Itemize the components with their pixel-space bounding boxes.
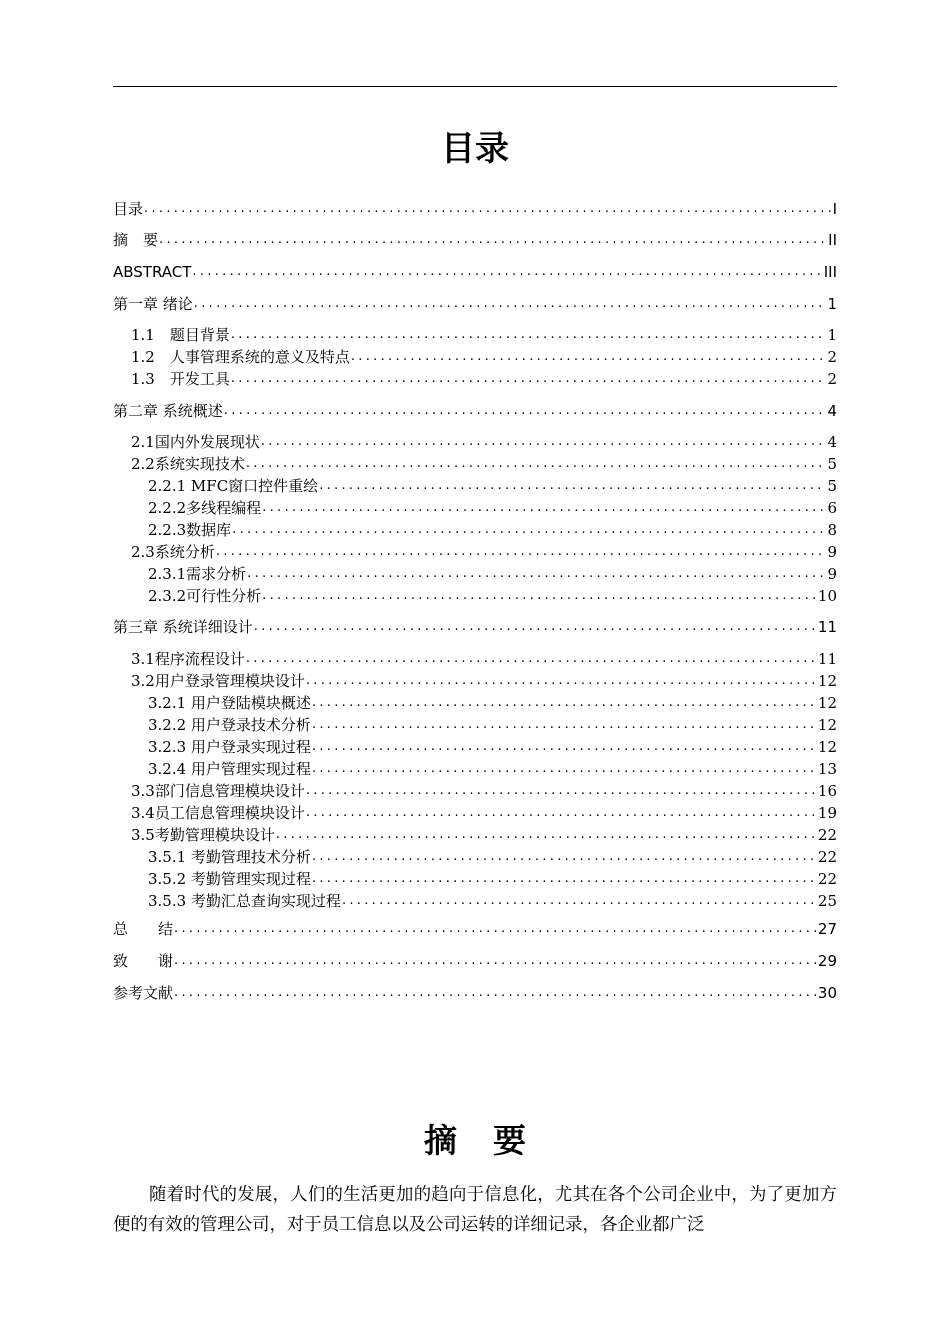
toc-leader-dots [311,846,816,868]
toc-entry[interactable] [113,918,837,940]
toc-entry[interactable] [148,890,837,912]
toc-entry-text: 3.2.4 用户管理实现过程 [148,760,311,778]
toc-entry[interactable] [131,324,837,346]
toc-leader-dots [305,670,816,692]
toc-entry-page: I [832,200,837,218]
toc-entry[interactable] [113,950,837,972]
toc-entry-text: 2.2.1 MFC窗口控件重绘 [148,477,319,495]
toc-entry[interactable] [131,368,837,390]
toc-leader-dots [215,541,826,563]
toc-leader-dots [311,736,816,758]
toc-entry[interactable] [148,497,837,519]
toc-leader-dots [318,475,825,497]
toc-leader-dots [223,400,826,422]
toc-entry[interactable] [148,585,837,607]
toc-entry[interactable] [148,475,837,497]
toc-entry[interactable] [148,519,837,541]
toc-leader-dots [311,868,816,890]
toc-entry[interactable] [113,616,837,638]
toc-entry-page: 4 [827,433,837,451]
toc-leader-dots [230,368,826,390]
toc-entry[interactable] [131,453,837,475]
toc-entry-text: 第二章 系统概述 [113,402,223,420]
toc-entry-text: 2.3.1需求分析 [148,565,247,583]
toc-entry-text: 1.3 开发工具 [131,370,230,388]
abstract-body: 随着时代的发展，人们的生活更加的趋向于信息化，尤其在各个公司企业中，为了更加方便的有效的管理公司，对于员工信息以及公司运转的详细记录，各企业都广泛 [113,1185,837,1235]
toc-entry[interactable] [113,261,837,283]
toc-entry-page: 27 [817,920,837,938]
toc-leader-dots [305,802,816,824]
toc-entry[interactable] [131,824,837,846]
toc-entry-text: 1.1 题目背景 [131,326,230,344]
toc-entry-page: 2 [827,370,837,388]
toc-leader-dots [341,890,816,912]
toc-entry[interactable] [131,802,837,824]
toc-entry-page: 30 [817,984,837,1002]
toc-entry[interactable] [113,982,837,1004]
toc-entry-text: 3.2用户登录管理模块设计 [131,672,305,690]
toc-leader-dots [275,824,816,846]
toc-entry[interactable] [131,780,837,802]
toc-leader-dots [158,229,826,251]
toc-leader-dots [311,692,816,714]
toc-entry-text: 2.3系统分析 [131,543,215,561]
toc-entry-page: 22 [817,870,837,888]
toc-entry-text: 2.3.2可行性分析 [148,587,262,605]
toc-entry-text: 3.3部门信息管理模块设计 [131,782,305,800]
toc-entry-text: 3.5.2 考勤管理实现过程 [148,870,311,888]
toc-leader-dots [143,198,831,220]
toc-entry-text: 1.2 人事管理系统的意义及特点 [131,348,350,366]
toc-entry[interactable] [148,736,837,758]
toc-leader-dots [311,714,816,736]
toc-leader-dots [173,950,816,972]
toc-entry-page: 22 [817,826,837,844]
toc-entry-page: 6 [827,499,837,517]
toc-entry-text: 3.2.1 用户登陆模块概述 [148,694,311,712]
toc-entry-text: 致 谢 [113,952,174,970]
toc-leader-dots [245,453,826,475]
toc-entry-text: 2.2.3数据库 [148,521,232,539]
header-rule [113,86,837,87]
toc-entry-page: 5 [827,455,837,473]
toc-entry[interactable] [113,229,837,251]
toc-entry-page: 4 [827,402,837,420]
toc-entry-page: 12 [817,694,837,712]
toc-leader-dots [246,563,825,585]
toc-entry-page: 2 [827,348,837,366]
toc-entry-text: 第一章 绪论 [113,295,193,313]
toc-entry-text: 3.5.3 考勤汇总查询实现过程 [148,892,341,910]
toc-entry[interactable] [148,868,837,890]
toc-entry-text: 3.2.2 用户登录技术分析 [148,716,311,734]
toc-entry-page: 12 [817,672,837,690]
toc-leader-dots [230,324,826,346]
toc-entry-page: 11 [817,650,837,668]
toc-leader-dots [305,780,816,802]
toc-entry[interactable] [131,541,837,563]
toc-leader-dots [173,918,816,940]
toc-entry-page: 25 [817,892,837,910]
toc-entry[interactable] [113,293,837,315]
toc-entry-text: 3.1程序流程设计 [131,650,245,668]
toc-entry[interactable] [148,846,837,868]
toc-entry[interactable] [131,346,837,368]
toc-entry-page: 5 [827,477,837,495]
toc-entry-text: 3.2.3 用户登录实现过程 [148,738,311,756]
toc-title: 目录 [441,129,509,169]
toc-leader-dots [261,585,816,607]
toc-entry-text: 参考文献 [113,984,174,1002]
toc-entry-text: 3.5.1 考勤管理技术分析 [148,848,311,866]
toc-entry-text: 第三章 系统详细设计 [113,618,253,636]
toc-entry-text: 3.5考勤管理模块设计 [131,826,275,844]
toc-leader-dots [193,293,826,315]
toc-leader-dots [245,648,816,670]
toc-entry[interactable] [148,758,837,780]
toc-entry-text: ABSTRACT [113,263,192,281]
toc-leader-dots [311,758,816,780]
toc-entry-text: 2.1国内外发展现状 [131,433,260,451]
toc-entry-page: 1 [827,326,837,344]
toc-leader-dots [191,261,821,283]
toc-entry-page: 19 [817,804,837,822]
toc-leader-dots [261,497,825,519]
toc-entry-page: 1 [827,295,837,313]
toc-entry-text: 2.2系统实现技术 [131,455,245,473]
toc-entry[interactable] [131,431,837,453]
toc-entry-page: 29 [817,952,837,970]
toc-entry-page: 10 [817,587,837,605]
toc-entry-page: II [828,231,837,249]
toc-leader-dots [173,982,816,1004]
toc-entry[interactable] [113,400,837,422]
toc-entry-page: 12 [817,716,837,734]
toc-entry[interactable] [148,563,837,585]
toc-leader-dots [350,346,826,368]
toc-entry-text: 目录 [113,200,144,218]
toc-entry[interactable] [131,648,837,670]
toc-entry-page: 12 [817,738,837,756]
toc-entry-page: 9 [827,543,837,561]
toc-entry-page: 8 [827,521,837,539]
toc-leader-dots [260,431,826,453]
toc-leader-dots [231,519,825,541]
toc-entry-page: 13 [817,760,837,778]
toc-entry[interactable] [113,198,837,220]
toc-entry-page: 11 [817,618,837,636]
toc-entry[interactable] [131,670,837,692]
toc-entry-text: 总 结 [113,920,174,938]
toc-entry-text: 3.4员工信息管理模块设计 [131,804,305,822]
toc-entry-text: 2.2.2多线程编程 [148,499,262,517]
toc-entry-page: 16 [817,782,837,800]
toc-entry-page: 22 [817,848,837,866]
toc-entry-page: III [823,263,837,281]
abstract-title: 摘要 [424,1121,562,1160]
toc-entry[interactable] [148,714,837,736]
toc-leader-dots [253,616,816,638]
toc-entry[interactable] [148,692,837,714]
toc-entry-page: 9 [827,565,837,583]
toc-entry-text: 摘 要 [113,231,159,249]
